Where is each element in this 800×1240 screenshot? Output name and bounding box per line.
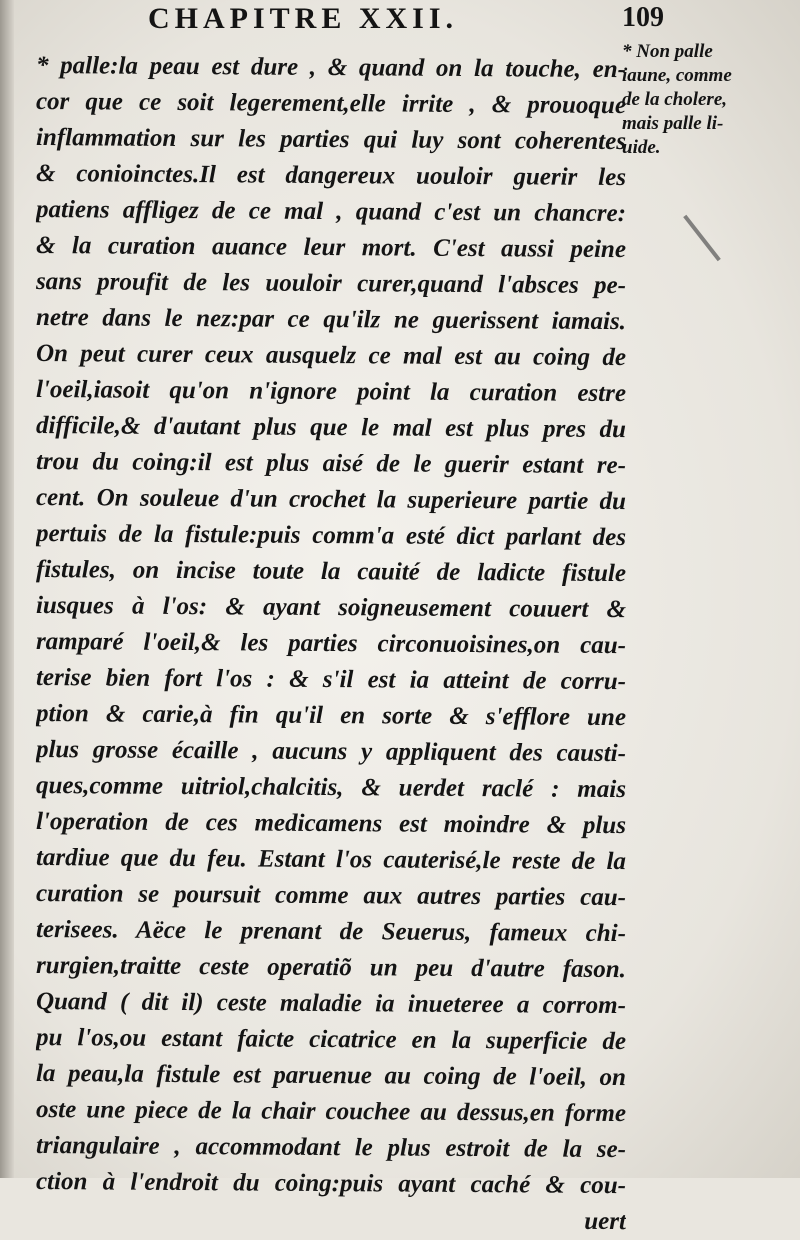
text-line: terisees. Aëce le prenant de Seuerus, fameux chi- <box>35 916 627 948</box>
ink-smudge <box>683 215 721 262</box>
text-line: ption & carie,à fin qu'il en sorte & s'efflore une <box>35 700 627 732</box>
margin-note-line: * Non palle <box>622 41 713 62</box>
text-line: triangulaire , accommodant le plus estroit de la se- <box>35 1132 627 1164</box>
text-line: l'oeil,iasoit qu'on n'ignore point la curation estre <box>35 376 627 408</box>
text-line: sans proufit de les uouloir curer,quand l'absces pe- <box>35 268 627 300</box>
text-line: difficile,& d'autant plus que le mal est plus pres du <box>35 412 627 444</box>
text-line: fistules, on incise toute la cauité de ladicte fistule <box>35 556 627 588</box>
text-line: terise bien fort l'os : & s'il est ia atteint de corru- <box>35 664 627 696</box>
margin-note-line: mais palle li- <box>622 113 724 134</box>
text-line: oste une piece de la chair couchee au dessus,en forme <box>35 1096 627 1128</box>
text-line: On peut curer ceux ausquelz ce mal est au coing de <box>35 340 627 372</box>
text-line: iusques à l'os: & ayant soigneusement couuert & <box>35 592 627 624</box>
text-line: trou du coing:il est plus aisé de le guerir estant re- <box>35 448 627 480</box>
text-line: patiens affligez de ce mal , quand c'est un chancre: <box>35 196 627 228</box>
text-line: l'operation de ces medicamens est moindre & plus <box>35 808 627 840</box>
margin-note-line: de la cholere, <box>622 89 728 110</box>
text-line: pu l'os,ou estant faicte cicatrice en la superficie de <box>35 1024 627 1056</box>
text-line: pertuis de la fistule:puis comm'a esté dict parlant des <box>35 520 627 552</box>
text-line: Quand ( dit il) ceste maladie ia inueteree a corrom- <box>35 988 627 1020</box>
text-line: ction à l'endroit du coing:puis ayant caché & cou- <box>35 1168 627 1200</box>
text-line: la peau,la fistule est paruenue au coing de l'oeil, on <box>35 1060 627 1092</box>
margin-note-line: iaune, comme <box>622 65 732 86</box>
text-line: * palle:la peau est dure , & quand on la touche, en- <box>35 52 627 84</box>
text-line: & la curation auance leur mort. C'est aussi peine <box>35 232 627 264</box>
text-line: netre dans le nez:par ce qu'ilz ne guerissent iamais. <box>35 304 627 336</box>
text-line: ramparé l'oeil,& les parties circonuoisines,on cau- <box>35 628 627 660</box>
text-line: cent. On souleue d'un crochet la superieure partie du <box>35 484 627 516</box>
text-line: curation se poursuit comme aux autres parties cau- <box>35 880 627 912</box>
running-head: CHAPITRE XXII. <box>148 2 459 35</box>
text-line: ques,comme uitriol,chalcitis, & uerdet raclé : mais <box>35 772 627 804</box>
page-gutter-shadow <box>0 0 14 1178</box>
text-line: inflammation sur les parties qui luy sont coherentes <box>35 124 627 156</box>
margin-note-line: uide. <box>622 137 661 158</box>
text-line: cor que ce soit legerement,elle irrite , & prouoque <box>35 88 627 120</box>
text-line: & conioinctes.Il est dangereux uouloir guerir les <box>35 160 627 192</box>
text-line: tardiue que du feu. Estant l'os cauterisé,le reste de la <box>35 844 627 876</box>
text-line: rurgien,traitte ceste operatiõ un peu d'autre fason. <box>35 952 627 984</box>
text-line: plus grosse écaille , aucuns y appliquent des causti- <box>35 736 627 768</box>
margin-note <box>622 40 772 160</box>
page-number: 109 <box>622 2 664 33</box>
body-text <box>36 48 626 1236</box>
text-line: uert <box>584 1207 627 1236</box>
